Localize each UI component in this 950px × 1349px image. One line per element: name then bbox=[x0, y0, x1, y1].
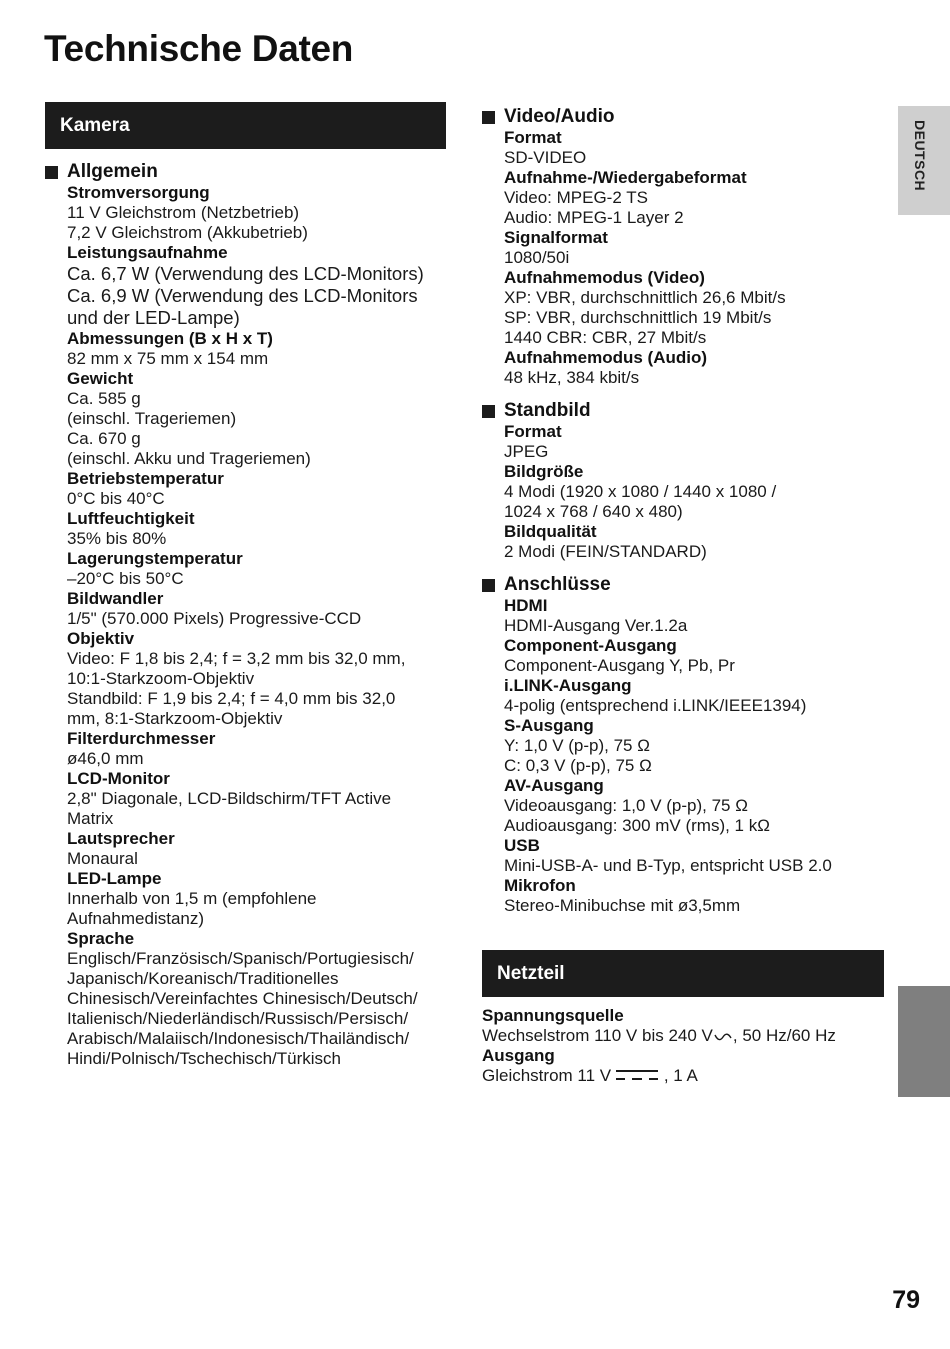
video-audio-heading: Video/Audio bbox=[482, 106, 884, 128]
spec-label: Signalformat bbox=[504, 228, 608, 247]
spec-value: Monaural bbox=[67, 849, 138, 868]
spec-value: Ca. 6,7 W (Verwendung des LCD-Monitors) Ca. 6,9 W (Verwendung des LCD-Monitors und der LED-Lampe) bbox=[67, 263, 424, 328]
spec-label: Aufnahmemodus (Audio) bbox=[504, 348, 708, 367]
chapter-tab bbox=[898, 986, 950, 1097]
spec-label: i.LINK-Ausgang bbox=[504, 676, 632, 695]
video-audio-list bbox=[482, 128, 884, 388]
spec-value: 11 V Gleichstrom (Netzbetrieb) 7,2 V Gleichstrom (Akkubetrieb) bbox=[67, 203, 308, 242]
spec-label: Objektiv bbox=[67, 629, 135, 648]
ac-wave-icon bbox=[714, 1032, 732, 1042]
spec-value: 1/5" (570.000 Pixels) Progressive-CCD bbox=[67, 609, 362, 628]
netzteil-list bbox=[482, 1006, 884, 1086]
spec-value: Mini-USB-A- und B-Typ, entspricht USB 2.0 bbox=[504, 856, 832, 875]
page-title: Technische Daten bbox=[44, 28, 354, 69]
spec-label: Lagerungstemperatur bbox=[67, 549, 243, 568]
standbild-list bbox=[482, 422, 884, 562]
spec-value: Component-Ausgang Y, Pb, Pr bbox=[504, 656, 735, 675]
spec-label: Aufnahmemodus (Video) bbox=[504, 268, 705, 287]
spec-label: Sprache bbox=[67, 929, 135, 948]
square-bullet-icon bbox=[482, 405, 495, 418]
spec-value: 2 Modi (FEIN/STANDARD) bbox=[504, 542, 707, 561]
spec-label: USB bbox=[504, 836, 540, 855]
spec-value: SD-VIDEO bbox=[504, 148, 587, 167]
spec-value: Y: 1,0 V (p-p), 75 Ω C: 0,3 V (p-p), 75 Ω bbox=[504, 736, 652, 775]
spec-label: Format bbox=[504, 128, 562, 147]
spec-label: Betriebstemperatur bbox=[67, 469, 224, 488]
spec-label: Bildwandler bbox=[67, 589, 164, 608]
square-bullet-icon bbox=[45, 166, 58, 179]
netzteil-heading: Netzteil bbox=[482, 950, 884, 997]
spec-label: Leistungsaufnahme bbox=[67, 243, 228, 262]
right-column bbox=[482, 106, 884, 1086]
spec-value: 1080/50i bbox=[504, 248, 570, 267]
left-column bbox=[45, 102, 446, 1069]
anschluesse-heading: Anschlüsse bbox=[482, 574, 884, 596]
spec-label: Aufnahme-/Wiedergabeformat bbox=[504, 168, 747, 187]
spec-label: Luftfeuchtigkeit bbox=[67, 509, 195, 528]
spec-value: Innerhalb von 1,5 m (empfohlene Aufnahmedistanz) bbox=[67, 889, 317, 928]
kamera-heading: Kamera bbox=[45, 102, 446, 149]
spec-value: ø46,0 mm bbox=[67, 749, 144, 768]
allgemein-list bbox=[45, 183, 446, 1069]
spec-value: 82 mm x 75 mm x 154 mm bbox=[67, 349, 269, 368]
spec-label: Filterdurchmesser bbox=[67, 729, 216, 748]
spec-value: Gleichstrom 11 V , 1 A bbox=[482, 1066, 698, 1085]
spec-value: 4 Modi (1920 x 1080 / 1440 x 1080 / 1024 x 768 / 640 x 480) bbox=[504, 482, 777, 521]
spec-value: 4-polig (entsprechend i.LINK/IEEE1394) bbox=[504, 696, 807, 715]
spec-label: Mikrofon bbox=[504, 876, 576, 895]
spec-value: JPEG bbox=[504, 442, 549, 461]
spec-value: 48 kHz, 384 kbit/s bbox=[504, 368, 640, 387]
spec-value: HDMI-Ausgang Ver.1.2a bbox=[504, 616, 688, 635]
spec-value: Video: MPEG-2 TS Audio: MPEG-1 Layer 2 bbox=[504, 188, 684, 227]
spec-label: S-Ausgang bbox=[504, 716, 594, 735]
spec-label: HDMI bbox=[504, 596, 548, 615]
spec-label: Gewicht bbox=[67, 369, 134, 388]
standbild-heading: Standbild bbox=[482, 400, 884, 422]
spec-label: Stromversorgung bbox=[67, 183, 210, 202]
page-number: 79 bbox=[892, 1286, 920, 1314]
spec-value: Wechselstrom 110 V bis 240 V , 50 Hz/60 Hz bbox=[482, 1026, 836, 1045]
spec-value: Englisch/Französisch/Spanisch/Portugiesisch/ Japanisch/Koreanisch/Traditionelles Chinesisch/Vereinfachtes Chinesisch/Deutsch/ Italienisch/Niederländisch/Russisch/Persisch/ Arabisch/Malaiisch/Indonesisch/Thailändisch/ Hindi/Polnisch/Tschechisch/Türkisch bbox=[67, 949, 418, 1068]
spec-label: Component-Ausgang bbox=[504, 636, 677, 655]
spec-value: Video: F 1,8 bis 2,4; f = 3,2 mm bis 32,0 mm, 10:1-Starkzoom-Objektiv Standbild: F 1,9 bis 2,4; f = 4,0 mm bis 32,0 mm, 8:1-Starkzoom-Objektiv bbox=[67, 649, 406, 728]
anschluesse-list bbox=[482, 596, 884, 916]
spec-label: LED-Lampe bbox=[67, 869, 162, 888]
spec-value: XP: VBR, durchschnittlich 26,6 Mbit/s SP: VBR, durchschnittlich 19 Mbit/s 1440 CBR: CBR, 27 Mbit/s bbox=[504, 288, 786, 347]
spec-label: Bildqualität bbox=[504, 522, 597, 541]
allgemein-heading: Allgemein bbox=[45, 161, 446, 183]
spec-value: 0°C bis 40°C bbox=[67, 489, 165, 508]
spec-label: Format bbox=[504, 422, 562, 441]
spec-value: Ca. 585 g (einschl. Trageriemen) Ca. 670 g (einschl. Akku und Trageriemen) bbox=[67, 389, 311, 468]
spec-label: Abmessungen (B x H x T) bbox=[67, 329, 273, 348]
spec-label: Bildgröße bbox=[504, 462, 584, 481]
spec-value: Videoausgang: 1,0 V (p-p), 75 Ω Audioausgang: 300 mV (rms), 1 kΩ bbox=[504, 796, 770, 835]
spec-value: Stereo-Minibuchse mit ø3,5mm bbox=[504, 896, 741, 915]
square-bullet-icon bbox=[482, 579, 495, 592]
spec-label: Spannungsquelle bbox=[482, 1006, 624, 1025]
spec-value: –20°C bis 50°C bbox=[67, 569, 184, 588]
spec-label: LCD-Monitor bbox=[67, 769, 170, 788]
language-tab: DEUTSCH bbox=[898, 106, 950, 215]
spec-value: 2,8" Diagonale, LCD-Bildschirm/TFT Active Matrix bbox=[67, 789, 392, 828]
spec-value: 35% bis 80% bbox=[67, 529, 167, 548]
spec-label: AV-Ausgang bbox=[504, 776, 604, 795]
spec-label: Lautsprecher bbox=[67, 829, 175, 848]
dc-symbol-icon bbox=[615, 1068, 659, 1082]
square-bullet-icon bbox=[482, 111, 495, 124]
spec-label: Ausgang bbox=[482, 1046, 555, 1065]
